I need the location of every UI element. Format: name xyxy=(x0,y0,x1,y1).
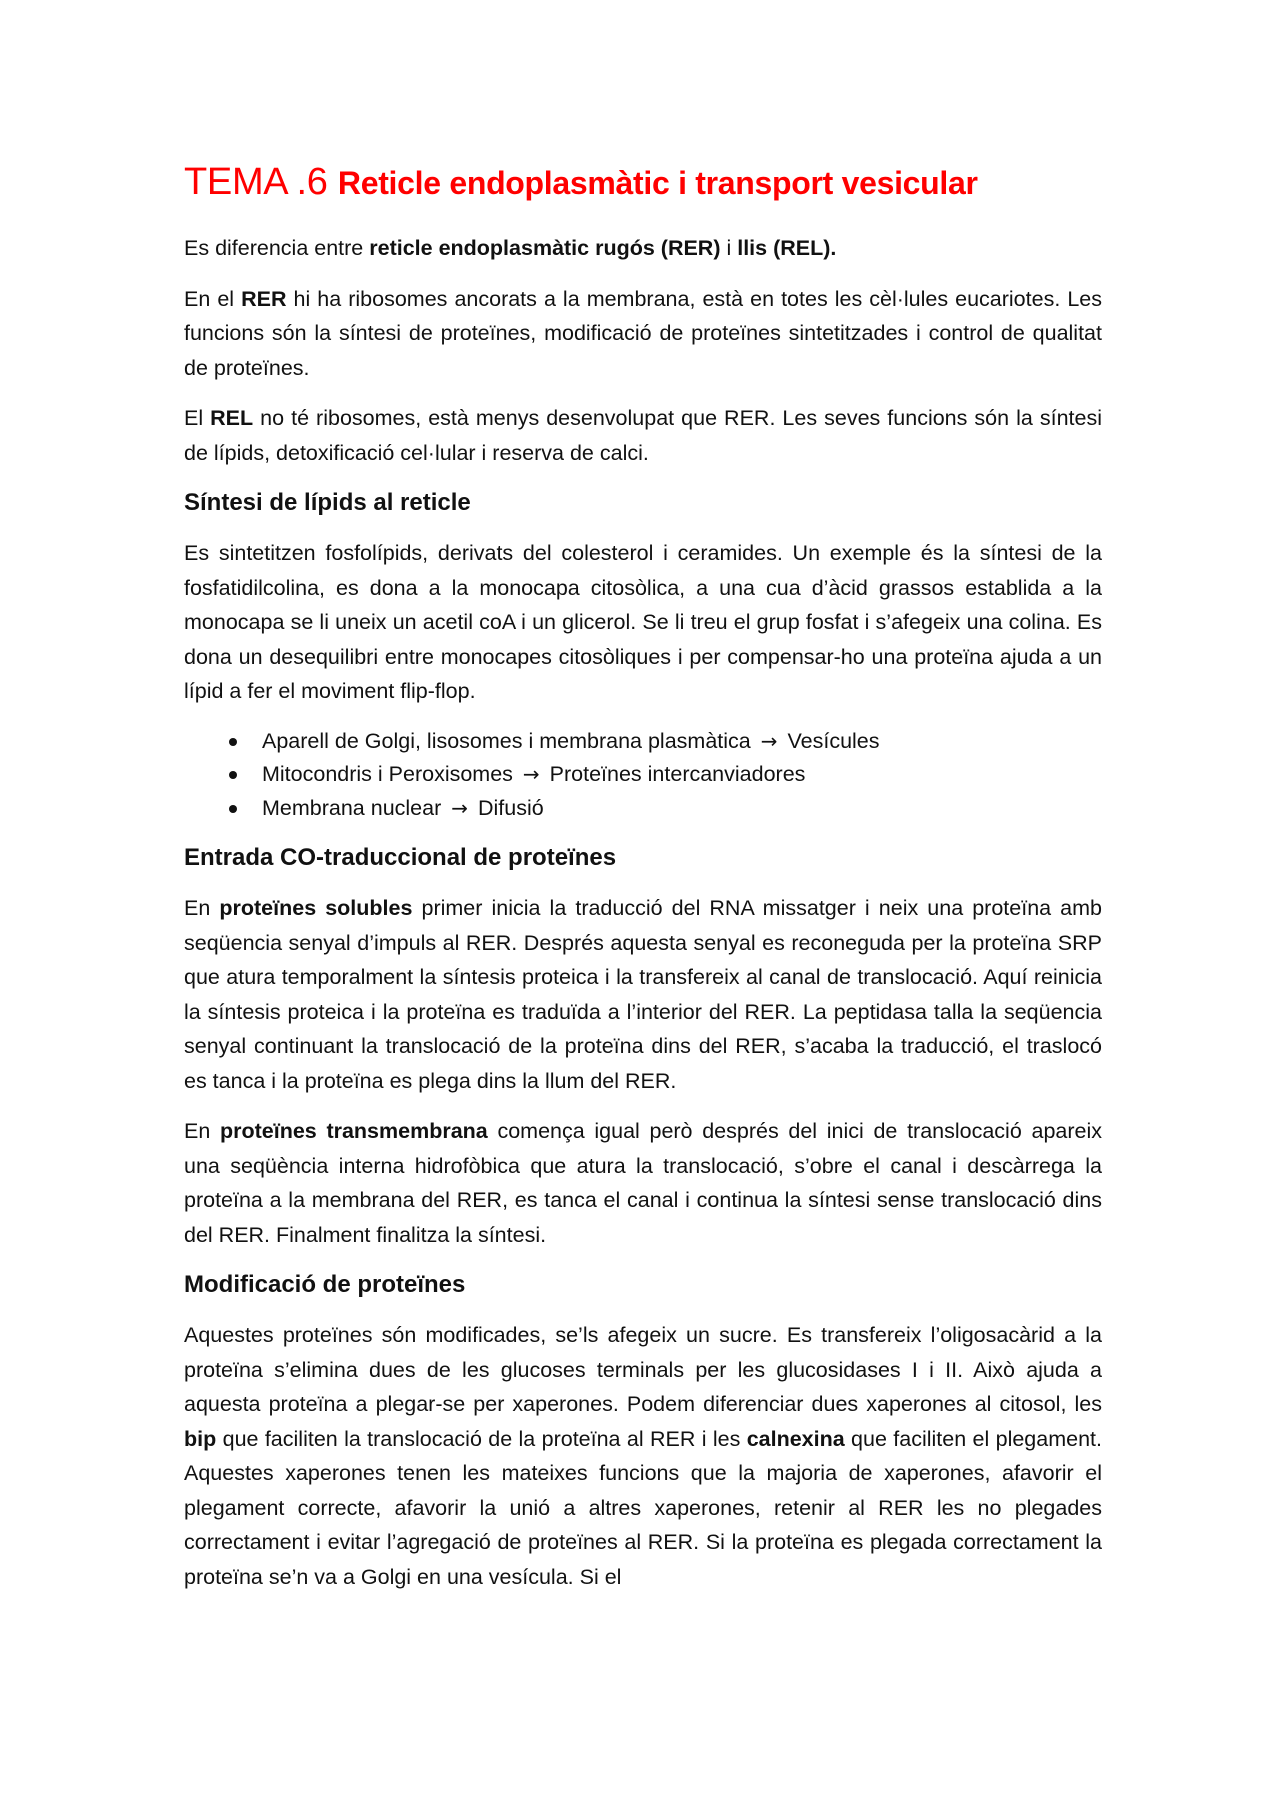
arrow-right-icon: → xyxy=(522,762,540,786)
bullet-left: Membrana nuclear xyxy=(262,795,442,820)
transmembrane-bold: proteïnes transmembrana xyxy=(219,1119,488,1143)
bullet-right: Vesícules xyxy=(787,728,880,753)
rel-bold: REL xyxy=(210,406,254,430)
rel-text-2: no té ribosomes, està menys desenvolupat que RER. Les seves funcions són la síntesi de lípids, detoxificació cel·lular i reserva de calci. xyxy=(184,406,1102,465)
intro-bold-2: llis (REL). xyxy=(737,236,837,260)
bullet-left: Mitocondris i Peroxisomes xyxy=(262,762,513,786)
modification-bold-bip: bip xyxy=(184,1426,217,1451)
modification-paragraph xyxy=(184,1318,1102,1594)
modification-bold-calnexina: calnexina xyxy=(746,1426,845,1451)
title-prefix: TEMA .6 xyxy=(184,161,328,203)
modification-text-2: que faciliten la translocació de la proteïna al RER i les xyxy=(216,1426,747,1451)
list-item xyxy=(184,792,1102,826)
rer-text-1: En el xyxy=(184,286,242,311)
bullet-left: Aparell de Golgi, lisosomes i membrana plasmàtica xyxy=(262,728,751,753)
bullet-icon xyxy=(229,771,237,779)
list-item xyxy=(184,725,1102,759)
soluble-text-1: En xyxy=(184,896,220,920)
transmembrane-text-1: En xyxy=(184,1119,220,1143)
intro-text-1: Es diferencia entre xyxy=(184,236,370,260)
rer-bold: RER xyxy=(241,286,287,311)
bullet-right: Difusió xyxy=(478,795,544,820)
soluble-bold: proteïnes solubles xyxy=(219,896,413,920)
arrow-right-icon: → xyxy=(451,795,469,820)
bullet-icon xyxy=(229,805,237,813)
bullet-icon xyxy=(229,738,237,746)
rel-paragraph xyxy=(184,401,1102,470)
rel-text-1: El xyxy=(184,406,211,430)
transmembrane-proteins-paragraph xyxy=(184,1114,1102,1252)
soluble-text-2: primer inicia la traducció del RNA missatger i neix una proteïna amb seqüencia senyal d’impuls al RER. Després aquesta senyal es reconeguda per la proteïna SRP que atura temporalment la síntesis proteica i la transfereix al canal de translocació. Aquí reinicia la síntesis proteica i la proteïna es traduïda a l’interior del RER. La peptidasa talla la seqüencia senyal continuant la translocació de la proteïna dins del RER, s’acaba la traducció, el traslocó es tanca i la proteïna es plega dins la llum del RER. xyxy=(184,896,1102,1093)
modification-text-3: que faciliten el plegament. Aquestes xaperones tenen les mateixes funcions que la majoria de xaperones, afavorir el plegament correcte, afavorir la unió a altres xaperones, retenir al RER les no plegades correctament i evitar l’agregació de proteïnes al RER. Si la proteïna es plegada correctament la proteïna se’n va a Golgi en una vesícula. Si el xyxy=(184,1426,1102,1589)
arrow-right-icon: → xyxy=(760,728,778,753)
bullet-right: Proteïnes intercanviadores xyxy=(549,762,806,786)
heading-protein-modification: Modificació de proteïnes xyxy=(184,1271,466,1298)
heading-lipid-synthesis: Síntesi de lípids al reticle xyxy=(184,489,471,516)
intro-bold-1: reticle endoplasmàtic rugós (RER) xyxy=(369,236,721,260)
page-title xyxy=(184,158,1102,207)
intro-paragraph xyxy=(184,231,1102,266)
heading-cotranslational-entry: Entrada CO-traduccional de proteïnes xyxy=(184,844,617,871)
title-rest: Reticle endoplasmàtic i transport vesicular xyxy=(337,165,978,201)
intro-text-2: i xyxy=(720,236,738,260)
list-item xyxy=(184,758,1102,792)
modification-text-1: Aquestes proteïnes són modificades, se’ls afegeix un sucre. Es transfereix l’oligosacàrid a la proteïna s’elimina dues de les glucoses terminals per les glucosidases I i II. Això ajuda a aquesta proteïna a plegar-se per xaperones. Podem diferenciar dues xaperones al citosol, les xyxy=(184,1323,1102,1416)
transmembrane-text-2: comença igual però després del inici de translocació apareix una seqüència interna hidrofòbica que atura la translocació, s’obre el canal i descàrrega la proteïna a la membrana del RER, es tanca el canal i continua la síntesi sense translocació dins del RER. Finalment finalitza la síntesi. xyxy=(184,1119,1102,1247)
rer-paragraph xyxy=(184,282,1102,386)
soluble-proteins-paragraph xyxy=(184,891,1102,1098)
rer-text-2: hi ha ribosomes ancorats a la membrana, està en totes les cèl·lules eucariotes. Les funcions són la síntesi de proteïnes, modificació de proteïnes sintetitzades i control de qualitat de proteïnes. xyxy=(184,286,1102,380)
lipid-paragraph: Es sintetitzen fosfolípids, derivats del colesterol i ceramides. Un exemple és la síntesi de la fosfatidilcolina, es dona a la monocapa citosòlica, a una cua d’àcid grassos establida a la monocapa se li uneix un acetil coA i un glicerol. Se li treu el grup fosfat i s’afegeix una colina. Es dona un desequilibri entre monocapes citosòliques i per compensar-ho una proteïna ajuda a un lípid a fer el moviment flip-flop. xyxy=(184,541,1102,703)
transport-bullet-list xyxy=(184,725,1102,826)
